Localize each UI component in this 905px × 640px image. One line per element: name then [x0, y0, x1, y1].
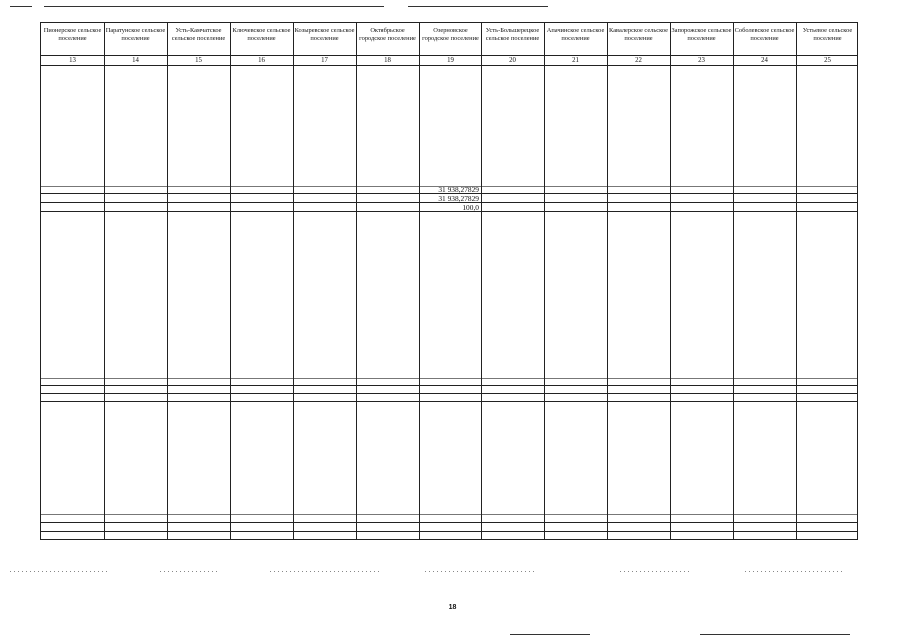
scan-artifact: [270, 571, 380, 572]
page-number: 18: [448, 604, 457, 611]
column-header: Устьевое сельское поселение: [802, 27, 853, 42]
column-number: 14: [132, 57, 139, 64]
header-divider: [41, 55, 857, 56]
column-header: Козыревское сельское поселение: [294, 27, 355, 42]
row-line: [41, 378, 857, 379]
column-header: Озерновское городское поселение: [422, 27, 479, 42]
scan-artifact: [745, 571, 845, 572]
scan-artifact: [425, 571, 535, 572]
column-number: 20: [509, 57, 516, 64]
row-line: [41, 401, 857, 402]
column-header: Апачинское сельское поселение: [546, 27, 605, 42]
column-divider: [230, 23, 231, 539]
data-table: [40, 22, 858, 540]
value-cell: 31 938,27829: [438, 185, 479, 194]
column-number: 21: [572, 57, 579, 64]
column-number: 18: [384, 57, 391, 64]
column-divider: [607, 23, 608, 539]
column-header: Кавалерское сельское поселение: [609, 27, 668, 42]
column-number: 25: [824, 57, 831, 64]
column-number: 24: [761, 57, 768, 64]
top-rule-left: [10, 6, 32, 7]
value-cell: 31 938,27829: [438, 194, 479, 203]
row-line: [41, 393, 857, 394]
column-number: 23: [698, 57, 705, 64]
column-header: Запорожское сельское поселение: [671, 27, 732, 42]
column-header: Соболевское сельское поселение: [734, 27, 795, 42]
column-divider: [419, 23, 420, 539]
column-divider: [104, 23, 105, 539]
column-header: Октябрьское городское поселение: [359, 27, 416, 42]
bottom-rule: [510, 634, 590, 635]
top-rule-main: [44, 6, 384, 7]
scan-artifact: [10, 571, 110, 572]
column-divider: [796, 23, 797, 539]
scan-artifact: [160, 571, 220, 572]
column-header: Усть-Камчатское сельское поселение: [171, 27, 226, 42]
column-header: Ключевское сельское поселение: [232, 27, 291, 42]
row-line: [41, 522, 857, 523]
column-header: Усть-Большерецкое сельское поселение: [485, 27, 540, 42]
column-number: 15: [195, 57, 202, 64]
column-divider: [167, 23, 168, 539]
column-header: Пионерское сельское поселение: [43, 27, 102, 42]
column-number: 19: [447, 57, 454, 64]
column-divider: [670, 23, 671, 539]
bottom-rule: [700, 634, 850, 635]
column-number: 13: [69, 57, 76, 64]
column-number: 16: [258, 57, 265, 64]
row-line: [41, 385, 857, 386]
column-divider: [293, 23, 294, 539]
column-number: 22: [635, 57, 642, 64]
top-rule-right: [408, 6, 548, 7]
column-divider: [733, 23, 734, 539]
column-number: 17: [321, 57, 328, 64]
column-divider: [481, 23, 482, 539]
number-row-divider: [41, 65, 857, 66]
column-header: Паратунское сельское поселение: [105, 27, 166, 42]
column-divider: [356, 23, 357, 539]
row-line: [41, 531, 857, 532]
column-divider: [544, 23, 545, 539]
scan-artifact: [620, 571, 690, 572]
row-line: [41, 514, 857, 515]
value-cell: 100,0: [462, 203, 479, 212]
